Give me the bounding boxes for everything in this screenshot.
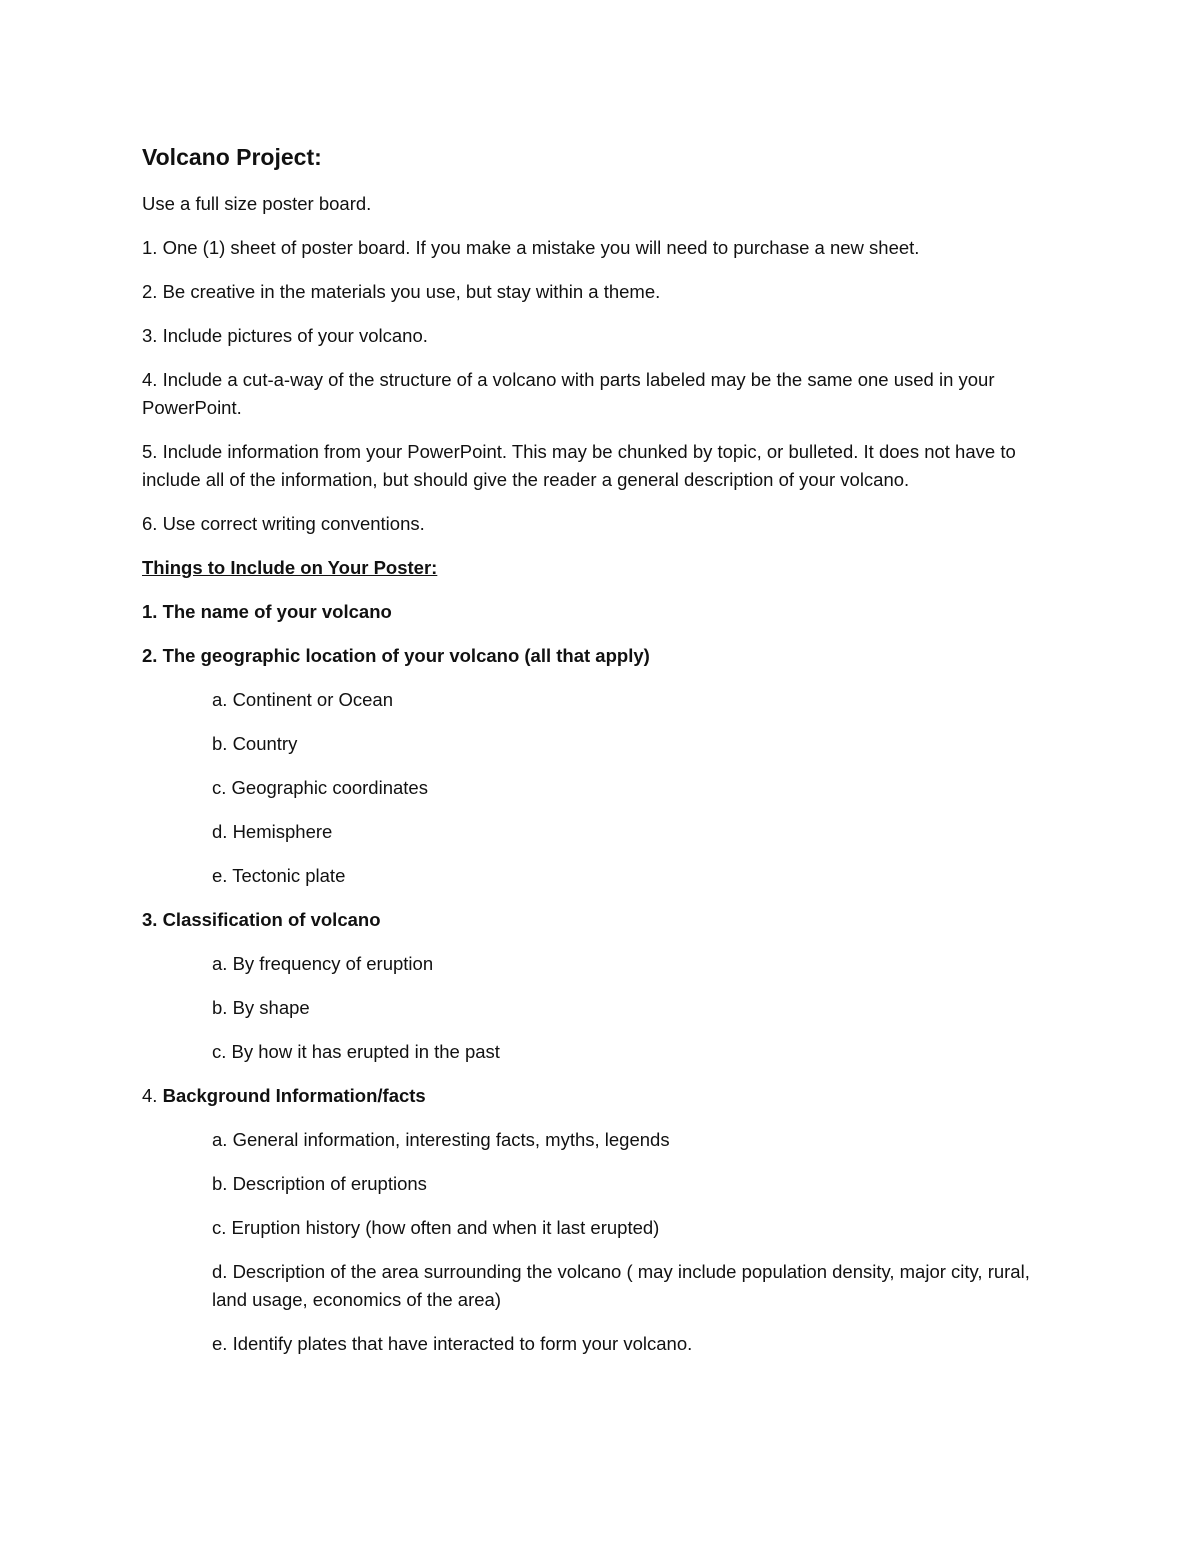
location-sub-a: a. Continent or Ocean (212, 689, 393, 710)
requirement-2: 2. Be creative in the materials you use, but stay within a theme. (142, 281, 661, 302)
classification-sub-b: b. By shape (212, 997, 310, 1018)
location-sub-c: c. Geographic coordinates (212, 777, 428, 798)
location-sub-d: d. Hemisphere (212, 821, 333, 842)
include-item-name: 1. The name of your volcano (142, 601, 392, 622)
background-sub-b: b. Description of eruptions (212, 1173, 427, 1194)
document-body (142, 140, 1062, 1374)
location-sub-b: b. Country (212, 733, 298, 754)
include-heading: Things to Include on Your Poster: (142, 557, 438, 578)
background-number: 4. (142, 1085, 158, 1106)
requirement-6: 6. Use correct writing conventions. (142, 513, 425, 534)
include-item-background (142, 1082, 1062, 1110)
requirement-4: 4. Include a cut-a-way of the structure of a volcano with parts labeled may be the same one used in your PowerPoint. (142, 369, 995, 418)
include-item-location: 2. The geographic location of your volcano (all that apply) (142, 645, 650, 666)
requirement-3: 3. Include pictures of your volcano. (142, 325, 428, 346)
classification-sub-c: c. By how it has erupted in the past (212, 1041, 500, 1062)
intro-text: Use a full size poster board. (142, 193, 372, 214)
document-title: Volcano Project: (142, 144, 322, 170)
background-label: Background Information/facts (162, 1085, 426, 1106)
background-sub-d: d. Description of the area surrounding the volcano ( may include population density, major city, rural, land usage, economics of the area) (212, 1261, 1030, 1310)
background-sub-c: c. Eruption history (how often and when it last erupted) (212, 1217, 660, 1238)
location-sub-e: e. Tectonic plate (212, 865, 346, 886)
requirement-5: 5. Include information from your PowerPoint. This may be chunked by topic, or bulleted. It does not have to include all of the information, but should give the reader a general description of your volcano. (142, 441, 1016, 490)
classification-sub-a: a. By frequency of eruption (212, 953, 434, 974)
background-sub-e: e. Identify plates that have interacted to form your volcano. (212, 1333, 693, 1354)
requirement-1: 1. One (1) sheet of poster board. If you make a mistake you will need to purchase a new sheet. (142, 237, 920, 258)
background-sub-a: a. General information, interesting facts, myths, legends (212, 1129, 670, 1150)
include-item-classification: 3. Classification of volcano (142, 909, 381, 930)
